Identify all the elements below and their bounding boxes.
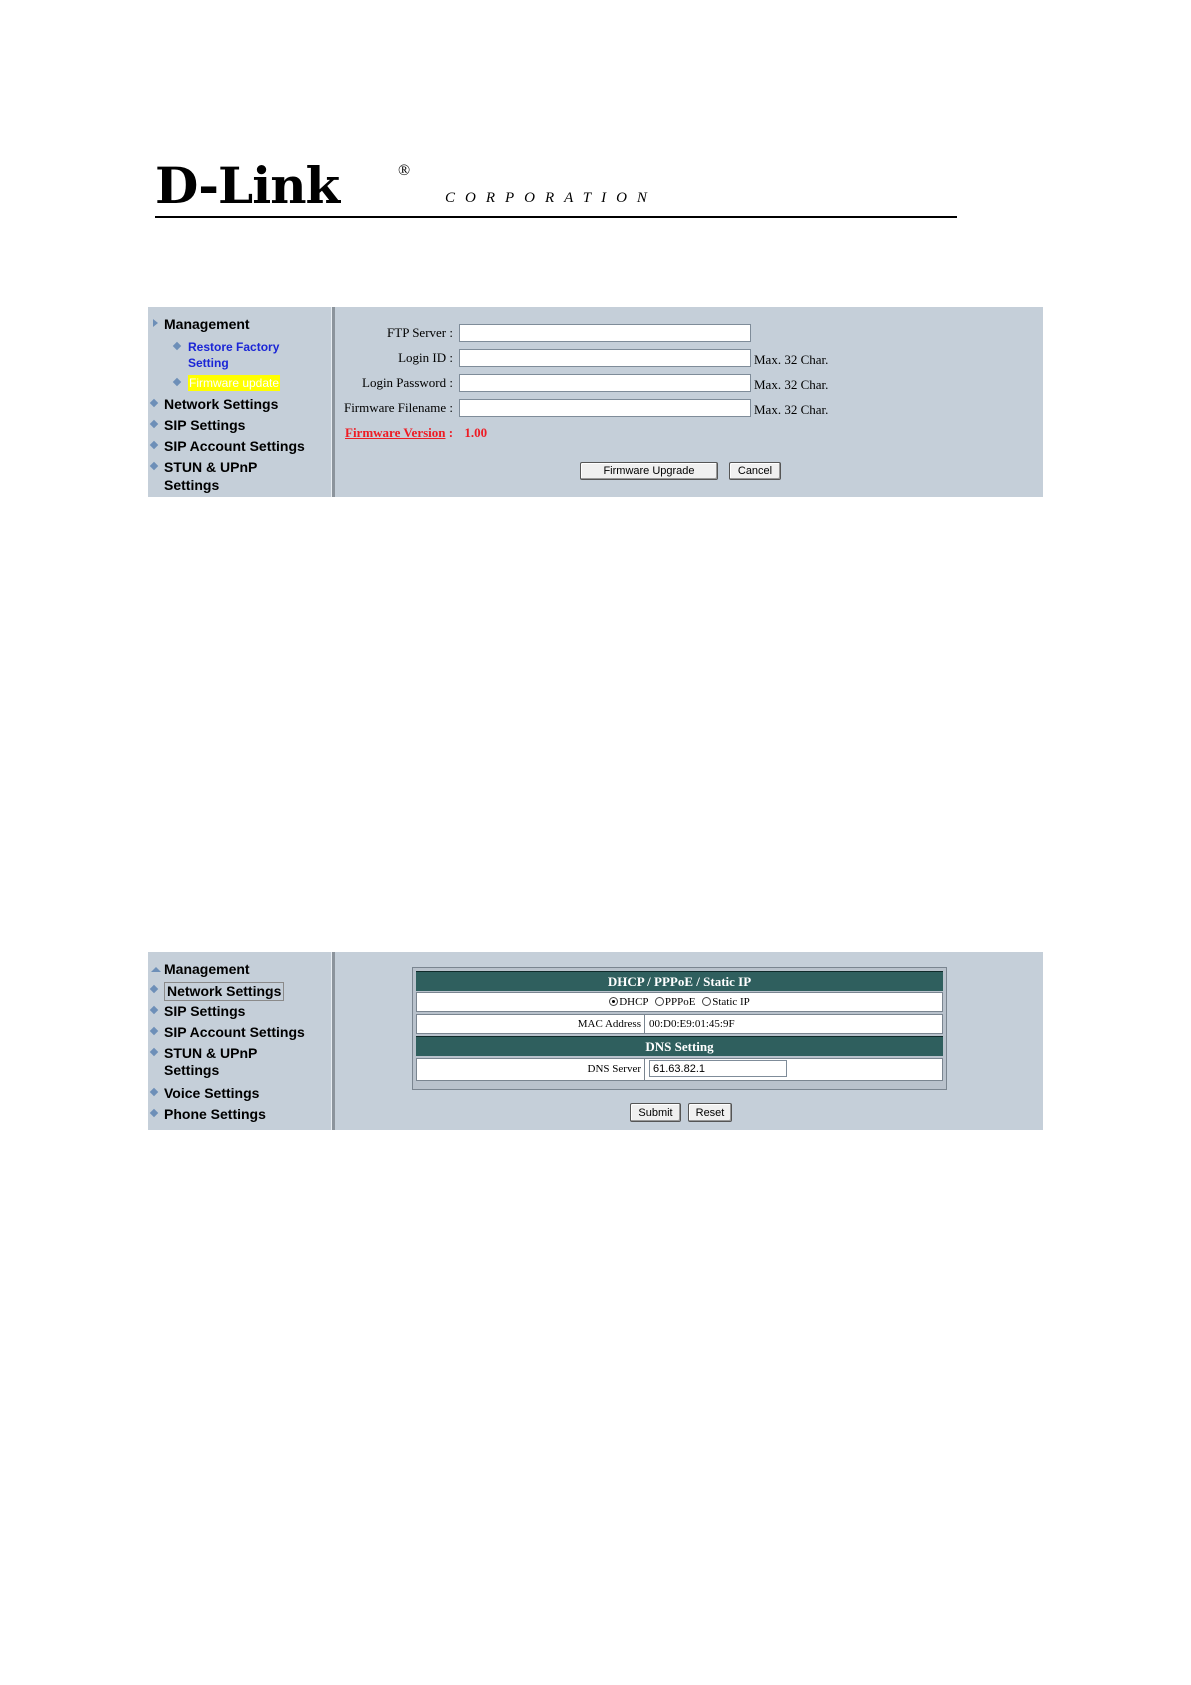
ftp-server-input[interactable] [459, 324, 751, 342]
collapsed-arrow-icon [151, 967, 161, 972]
ip-mode-row [416, 992, 943, 1012]
sidebar-item-label: Management [164, 961, 250, 977]
sidebar-item-label: STUN & UPnP [164, 459, 258, 475]
mac-address-row [416, 1014, 943, 1034]
radio-dhcp-label: DHCP [619, 996, 649, 1008]
dns-server-input[interactable] [649, 1060, 787, 1077]
diamond-bullet-icon [150, 1048, 158, 1056]
firmware-filename-label: Firmware Filename : [343, 400, 453, 415]
sidebar-nav [148, 307, 331, 497]
corporation-text: CORPORATION [445, 190, 657, 206]
sidebar-item-label: Network Settings [164, 396, 279, 412]
mac-address-label: MAC Address [417, 1015, 645, 1033]
cancel-button[interactable]: Cancel [729, 462, 781, 480]
login-id-label: Login ID : [398, 350, 453, 365]
sidebar-item-label: Phone Settings [164, 1106, 266, 1122]
sidebar-item-label: SIP Settings [164, 417, 246, 433]
sidebar-item-label: Setting [188, 356, 229, 370]
diamond-bullet-icon [150, 441, 158, 449]
ip-mode-radio-group [417, 993, 942, 1011]
sidebar-item-label: Network Settings [164, 982, 284, 1001]
vertical-divider [331, 307, 335, 497]
ip-mode-header: DHCP / PPPoE / Static IP [416, 971, 943, 991]
radio-empty-icon [702, 997, 711, 1006]
mac-address-value: 00:D0:E9:01:45:9F [649, 1018, 735, 1030]
firmware-filename-input[interactable] [459, 399, 751, 417]
sidebar-item-label: Firmware update [189, 376, 280, 390]
sidebar-item-label: SIP Account Settings [164, 438, 305, 454]
registered-mark: ® [398, 162, 411, 179]
sidebar-nav [148, 952, 331, 1130]
sidebar-item-label: Voice Settings [164, 1085, 260, 1101]
diamond-bullet-icon [150, 1109, 158, 1117]
reset-button[interactable]: Reset [688, 1103, 732, 1122]
firmware-version-label [345, 425, 487, 441]
sidebar-item-label: Settings [164, 477, 220, 493]
expanded-arrow-icon [153, 319, 158, 327]
login-password-input[interactable] [459, 374, 751, 392]
sidebar-item-label: Management [164, 316, 250, 332]
login-password-label: Login Password : [362, 375, 453, 390]
dns-server-label: DNS Server [417, 1059, 645, 1080]
radio-pppoe[interactable] [655, 996, 696, 1008]
sidebar-item-label: SIP Settings [164, 1003, 246, 1019]
sidebar-item-label: SIP Account Settings [164, 1024, 305, 1040]
radio-dhcp[interactable] [609, 996, 648, 1008]
sidebar-item-label: Restore Factory [188, 340, 280, 354]
submit-button[interactable]: Submit [630, 1103, 681, 1122]
diamond-bullet-icon [150, 1027, 158, 1035]
ftp-server-label: FTP Server : [387, 325, 453, 340]
radio-empty-icon [655, 997, 664, 1006]
radio-static-ip[interactable] [702, 996, 750, 1008]
radio-static-label: Static IP [712, 996, 750, 1008]
vertical-divider [331, 952, 335, 1130]
sidebar-item-label: STUN & UPnP [164, 1045, 258, 1061]
diamond-bullet-icon [150, 985, 158, 993]
diamond-bullet-icon [150, 399, 158, 407]
sidebar-item-label: Settings [164, 1062, 220, 1078]
diamond-bullet-icon [173, 342, 181, 350]
firmware-update-screen [148, 307, 1043, 497]
network-settings-table [412, 967, 947, 1090]
radio-pppoe-label: PPPoE [664, 996, 696, 1008]
dns-server-row [416, 1058, 943, 1081]
radio-selected-icon [609, 997, 618, 1006]
firmware-version-colon: : [445, 425, 454, 440]
firmware-version-value: 1.00 [464, 425, 488, 440]
diamond-bullet-icon [150, 420, 158, 428]
dlink-logo: D-Link [155, 156, 340, 215]
firmware-filename-hint: Max. 32 Char. [754, 402, 829, 417]
firmware-version-link: Firmware Version [345, 425, 446, 440]
page-header [155, 156, 957, 220]
diamond-bullet-icon [150, 1006, 158, 1014]
login-id-input[interactable] [459, 349, 751, 367]
header-rule [155, 216, 957, 218]
dns-setting-header: DNS Setting [416, 1036, 943, 1056]
network-settings-screen [148, 952, 1043, 1130]
firmware-upgrade-button[interactable]: Firmware Upgrade [580, 462, 718, 480]
login-id-hint: Max. 32 Char. [754, 352, 829, 367]
diamond-bullet-icon [150, 462, 158, 470]
login-password-hint: Max. 32 Char. [754, 377, 829, 392]
diamond-bullet-icon [173, 378, 181, 386]
diamond-bullet-icon [150, 1088, 158, 1096]
